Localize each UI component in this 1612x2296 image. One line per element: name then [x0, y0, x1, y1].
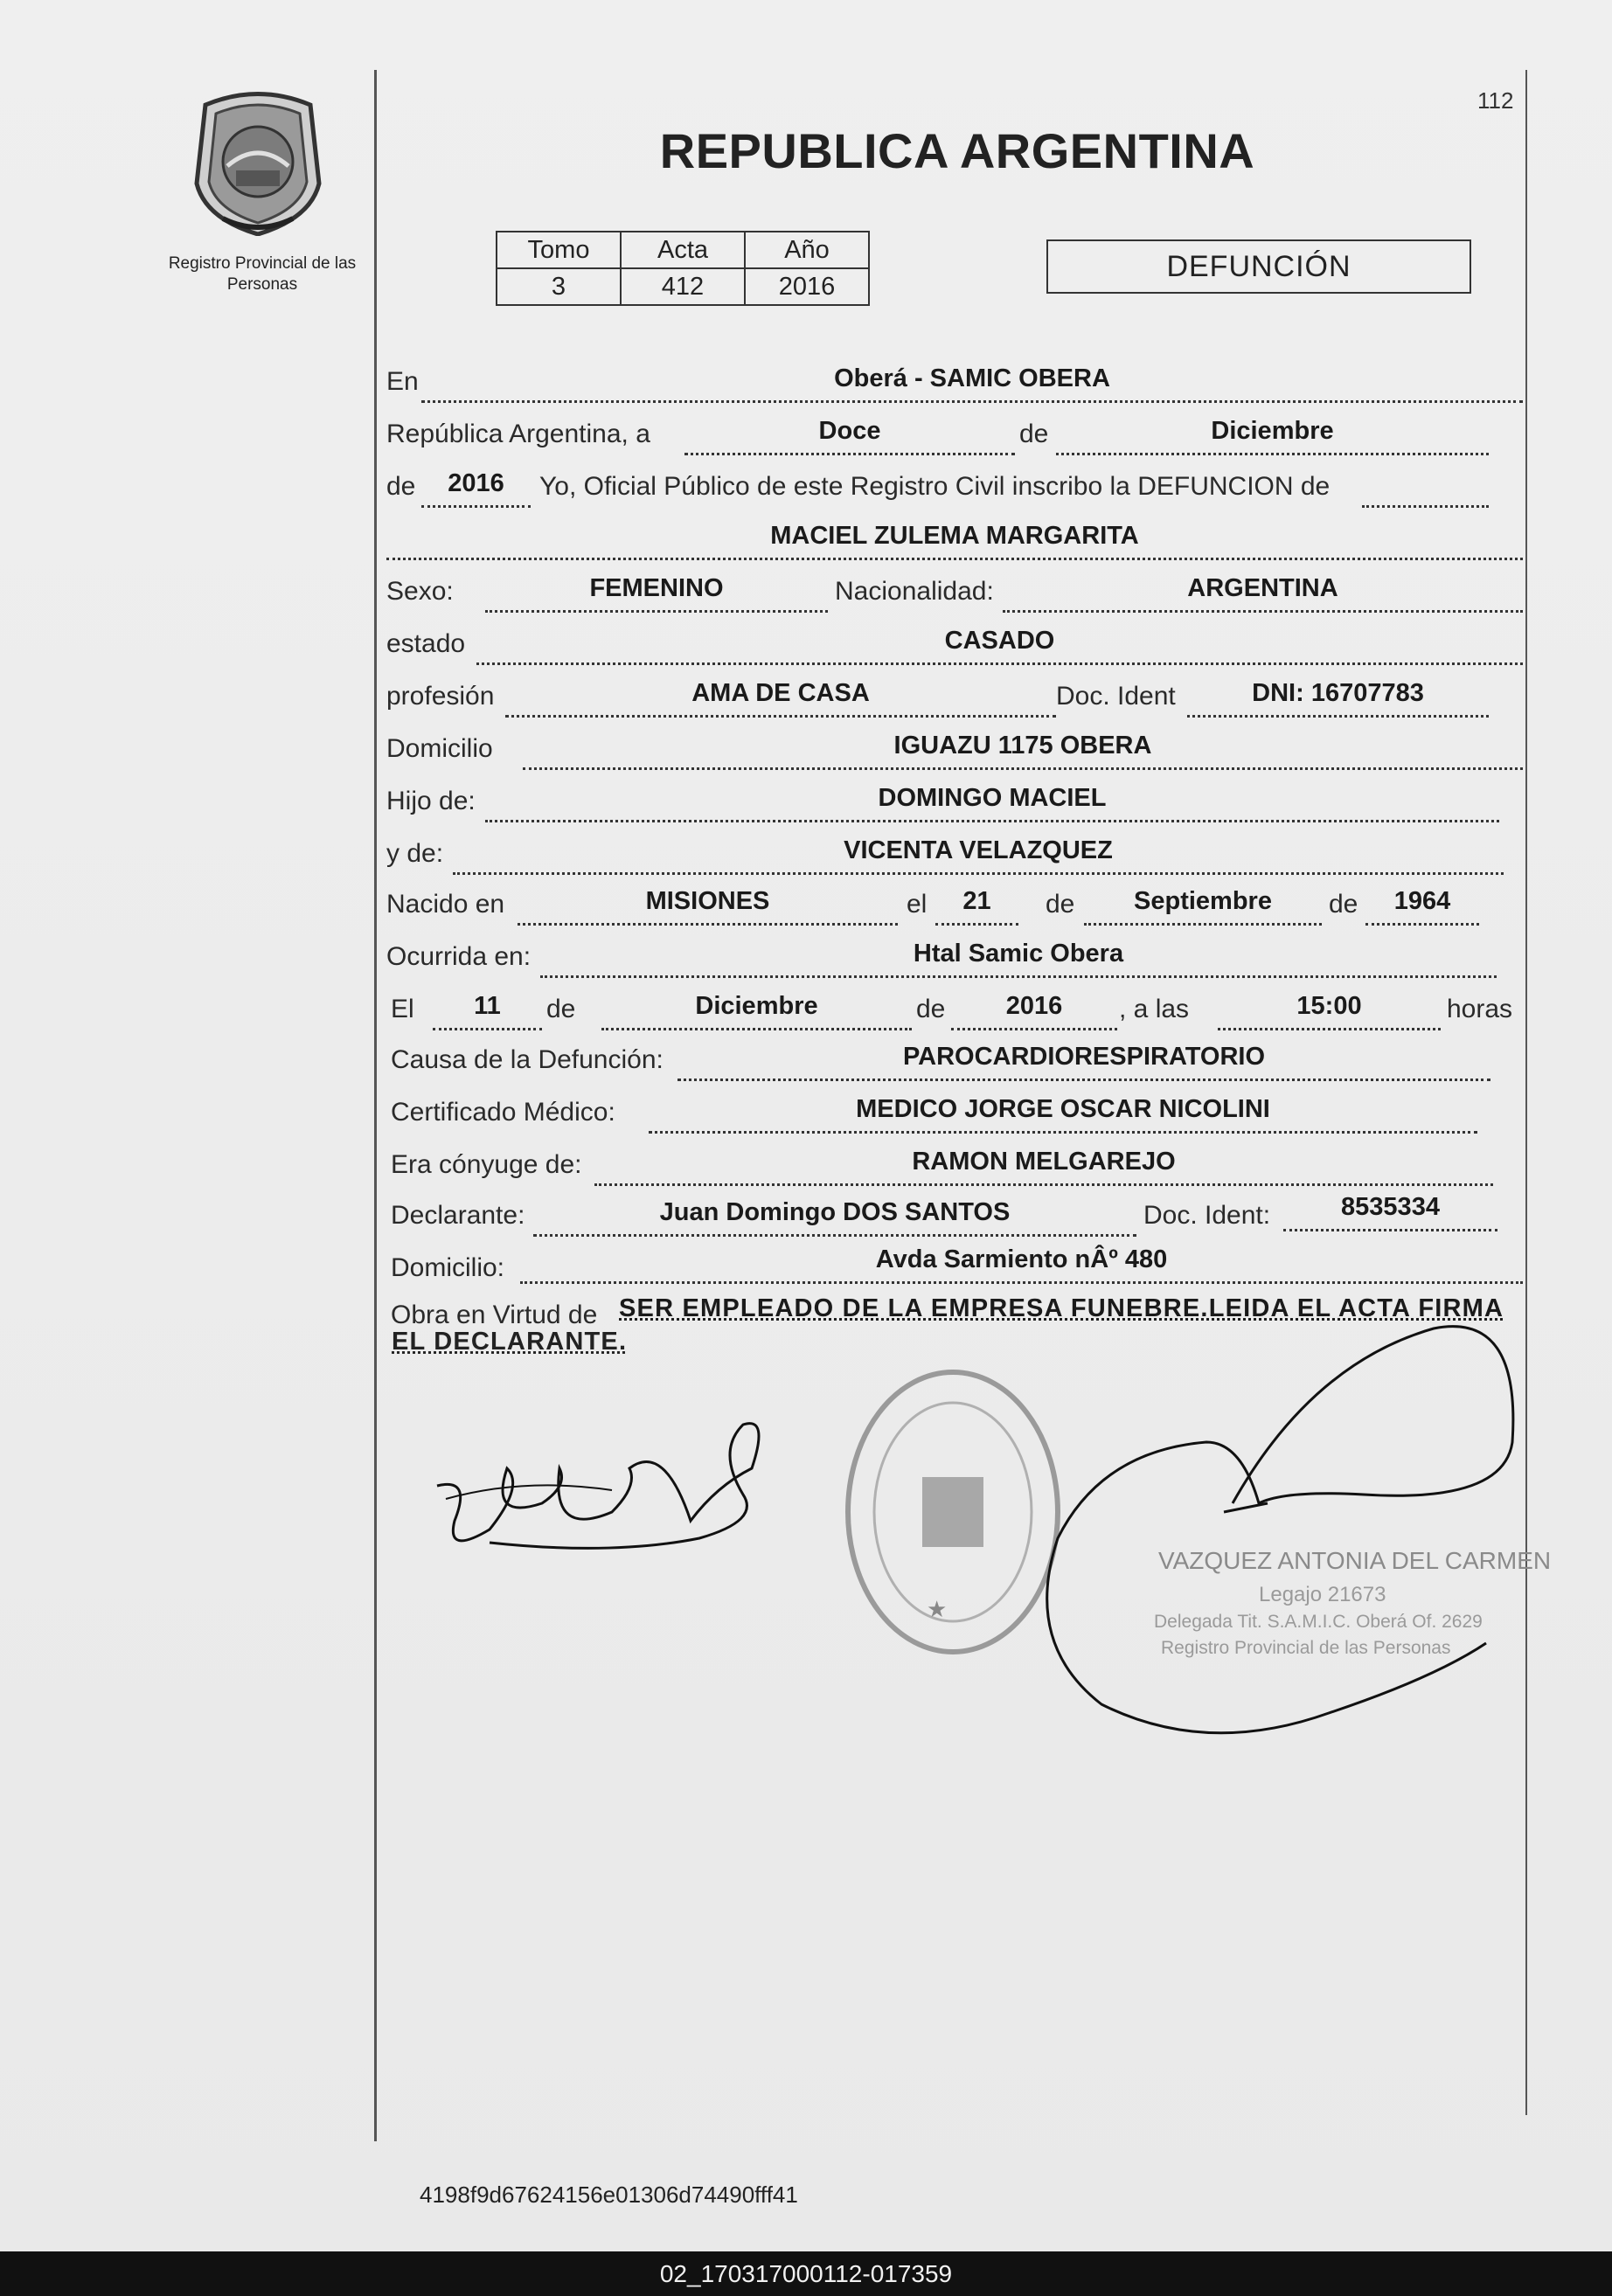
footer-doc-id: 02_170317000112-017359	[0, 2251, 1612, 2296]
field-declarante: Juan Domingo DOS SANTOS	[533, 1199, 1136, 1237]
stamp-delegada: Delegada Tit. S.A.M.I.C. Oberá Of. 2629	[1154, 1612, 1483, 1632]
label-causa: Causa de la Defunción:	[391, 1045, 664, 1074]
page-title: REPUBLICA ARGENTINA	[659, 123, 1255, 178]
field-nac-mes: Septiembre	[1084, 888, 1322, 926]
field-conyuge: RAMON MELGAREJO	[594, 1148, 1493, 1186]
field-declarante-domicilio: Avda Sarmiento nÂº 480	[520, 1246, 1523, 1284]
field-nacionalidad: ARGENTINA	[1003, 575, 1523, 613]
field-ocurrida-en: Htal Samic Obera	[540, 940, 1497, 978]
label-de-4: de	[1329, 890, 1358, 919]
field-profesion: AMA DE CASA	[505, 680, 1056, 718]
field-lugar: Oberá - SAMIC OBERA	[421, 365, 1523, 403]
field-anio: 2016	[421, 470, 531, 508]
label-de-5: de	[546, 995, 576, 1023]
label-el-1: el	[907, 890, 928, 919]
round-seal-stamp	[848, 1372, 1058, 1652]
field-obra-line1: SER EMPLEADO DE LA EMPRESA FUNEBRE.LEIDA EL ACTA FIRMA	[619, 1294, 1504, 1322]
label-de-6: de	[916, 995, 946, 1023]
label-declarante: Declarante:	[391, 1201, 525, 1230]
stamp-legajo: Legajo 21673	[1259, 1583, 1386, 1606]
field-madre: VICENTA VELAZQUEZ	[453, 837, 1504, 875]
label-doc-ident: Doc. Ident	[1056, 682, 1176, 711]
record-type-box: DEFUNCIÓN	[1046, 239, 1471, 294]
label-ocurrida-en: Ocurrida en:	[386, 942, 532, 971]
label-a-las: , a las	[1119, 995, 1190, 1023]
declarant-signature	[437, 1424, 759, 1549]
label-republica: República Argentina, a	[386, 420, 650, 448]
label-sexo: Sexo:	[386, 577, 454, 606]
table-header-acta: Acta	[621, 232, 745, 268]
label-nacionalidad: Nacionalidad:	[835, 577, 994, 606]
label-nacido-en: Nacido en	[386, 890, 505, 919]
field-mes: Diciembre	[1056, 418, 1489, 455]
field-sexo: FEMENINO	[485, 575, 828, 613]
table-header-tomo: Tomo	[497, 232, 621, 268]
label-de-1: de	[1019, 420, 1049, 448]
stamp-registro: Registro Provincial de las Personas	[1161, 1638, 1451, 1658]
label-de-2: de	[386, 472, 416, 501]
field-nacido-en: MISIONES	[518, 888, 898, 926]
label-certificado: Certificado Médico:	[391, 1098, 615, 1127]
label-hijo-de: Hijo de:	[386, 787, 476, 815]
label-obra: Obra en Virtud de	[391, 1301, 598, 1329]
table-value-tomo: 3	[497, 268, 621, 305]
label-horas: horas	[1447, 995, 1513, 1023]
field-nac-dia: 21	[935, 888, 1018, 926]
field-nac-anio: 1964	[1365, 888, 1479, 926]
label-estado: estado	[386, 629, 466, 658]
field-def-hora: 15:00	[1218, 993, 1441, 1030]
label-en: En	[386, 367, 419, 396]
field-estado: CASADO	[476, 628, 1523, 665]
table-header-anio: Año	[745, 232, 869, 268]
field-def-anio: 2016	[951, 993, 1117, 1030]
field-obra-line2: EL DECLARANTE.	[392, 1328, 628, 1356]
table-value-anio: 2016	[745, 268, 869, 305]
label-doc-ident-2: Doc. Ident:	[1143, 1201, 1271, 1230]
field-declarante-doc: 8535334	[1283, 1194, 1497, 1231]
field-nombre: MACIEL ZULEMA MARGARITA	[386, 523, 1523, 560]
field-def-mes: Diciembre	[601, 993, 912, 1030]
field-doc: DNI: 16707783	[1187, 680, 1489, 718]
stamp-official-name: VAZQUEZ ANTONIA DEL CARMEN	[1158, 1547, 1552, 1574]
label-profesion: profesión	[386, 682, 495, 711]
page-number: 112	[1477, 87, 1514, 114]
field-def-dia: 11	[433, 993, 542, 1030]
field-domicilio: IGUAZU 1175 OBERA	[523, 732, 1523, 770]
label-El: El	[391, 995, 414, 1023]
label-y-de: y de:	[386, 839, 444, 868]
registry-name: Registro Provincial de las Personas	[168, 254, 357, 294]
svg-text:★: ★	[927, 1596, 948, 1622]
field-padre: DOMINGO MACIEL	[485, 785, 1499, 822]
label-conyuge: Era cónyuge de:	[391, 1150, 582, 1179]
field-certificado: MEDICO JORGE OSCAR NICOLINI	[649, 1096, 1477, 1134]
label-domicilio: Domicilio	[386, 734, 493, 763]
field-causa: PAROCARDIORESPIRATORIO	[677, 1044, 1490, 1081]
label-de-3: de	[1046, 890, 1075, 919]
field-dia-letras: Doce	[684, 418, 1015, 455]
official-signature	[1047, 1327, 1513, 1733]
label-inscribo: Yo, Oficial Público de este Registro Civil inscribo la DEFUNCION de	[539, 472, 1331, 501]
document-hash: 4198f9d67624156e01306d74490fff41	[420, 2182, 798, 2208]
table-value-acta: 412	[621, 268, 745, 305]
label-domicilio-2: Domicilio:	[391, 1253, 505, 1282]
